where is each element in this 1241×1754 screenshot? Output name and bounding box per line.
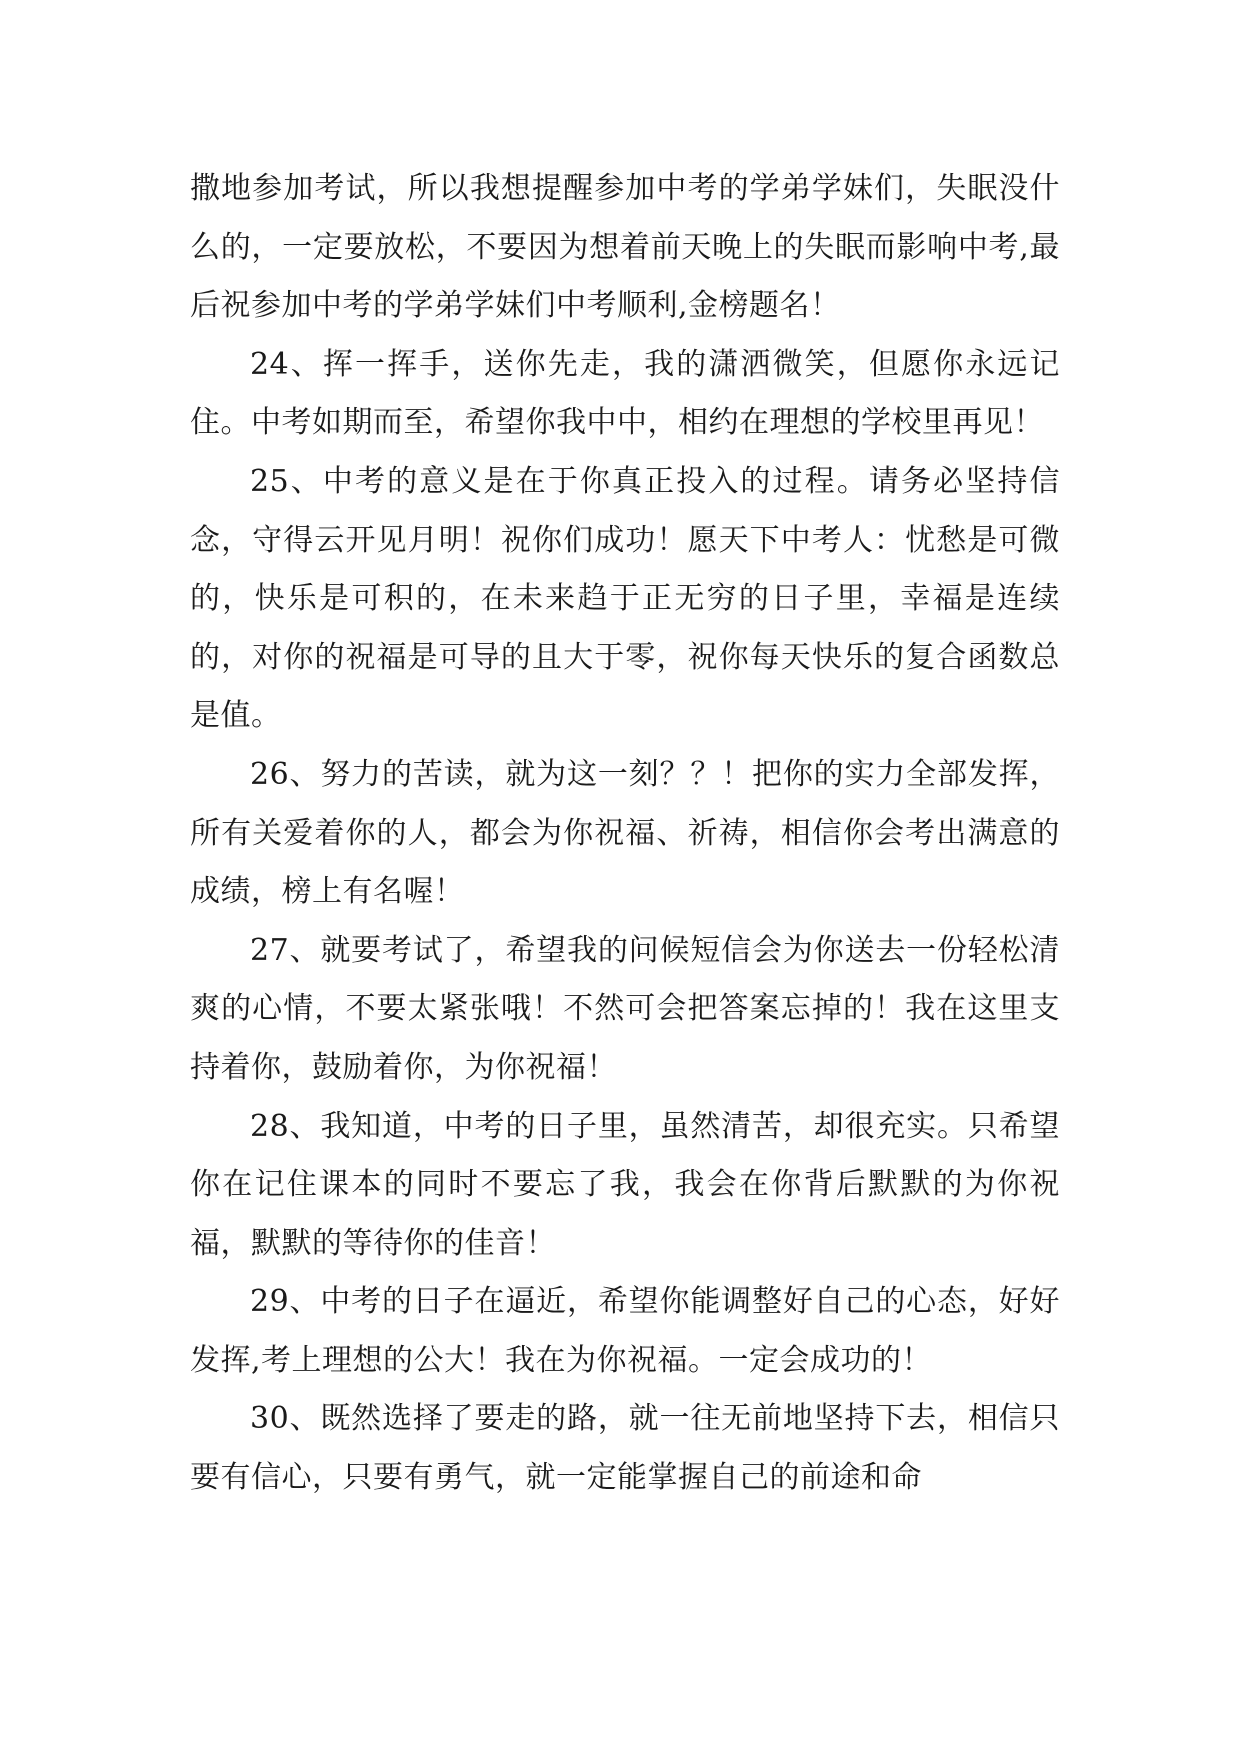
paragraph-28: 28、我知道，中考的日子里，虽然清苦，却很充实。只希望你在记住课本的同时不要忘了我，我会在你背后默默的为你祝福，默默的等待你的佳音！ [190,1108,1060,1261]
paragraph-26: 26、努力的苦读，就为这一刻？？！把你的实力全部发挥，所有关爱着你的人，都会为你祝福、祈祷，相信你会考出满意的成绩，榜上有名喔！ [190,756,1060,910]
paragraph-27: 27、就要考试了，希望我的问候短信会为你送去一份轻松清爽的心情，不要太紧张哦！不然可会把答案忘掉的！我在这里支持着你，鼓励着你，为你祝福！ [190,932,1060,1085]
document-body [190,160,1060,1508]
paragraph-continued: 撒地参加考试，所以我想提醒参加中考的学弟学妹们，失眠没什么的，一定要放松，不要因为想着前天晚上的失眠而影响中考,最后祝参加中考的学弟学妹们中考顺利,金榜题名！ [190,171,1060,324]
paragraph-24: 24、挥一挥手，送你先走，我的潇洒微笑，但愿你永远记住。中考如期而至，希望你我中中，相约在理想的学校里再见！ [190,346,1060,441]
paragraph-25: 25、中考的意义是在于你真正投入的过程。请务必坚持信念，守得云开见月明！祝你们成功！愿天下中考人：忧愁是可微的，快乐是可积的，在未来趋于正无穷的日子里，幸福是连续的，对你的祝福是可导的且大于零，祝你每天快乐的复合函数总是值。 [190,463,1060,734]
paragraph-29: 29、中考的日子在逼近，希望你能调整好自己的心态，好好发挥,考上理想的公大！我在为你祝福。一定会成功的！ [190,1284,1060,1378]
paragraph-30: 30、既然选择了要走的路，就一往无前地坚持下去，相信只要有信心，只要有勇气，就一定能掌握自己的前途和命 [190,1401,1060,1496]
